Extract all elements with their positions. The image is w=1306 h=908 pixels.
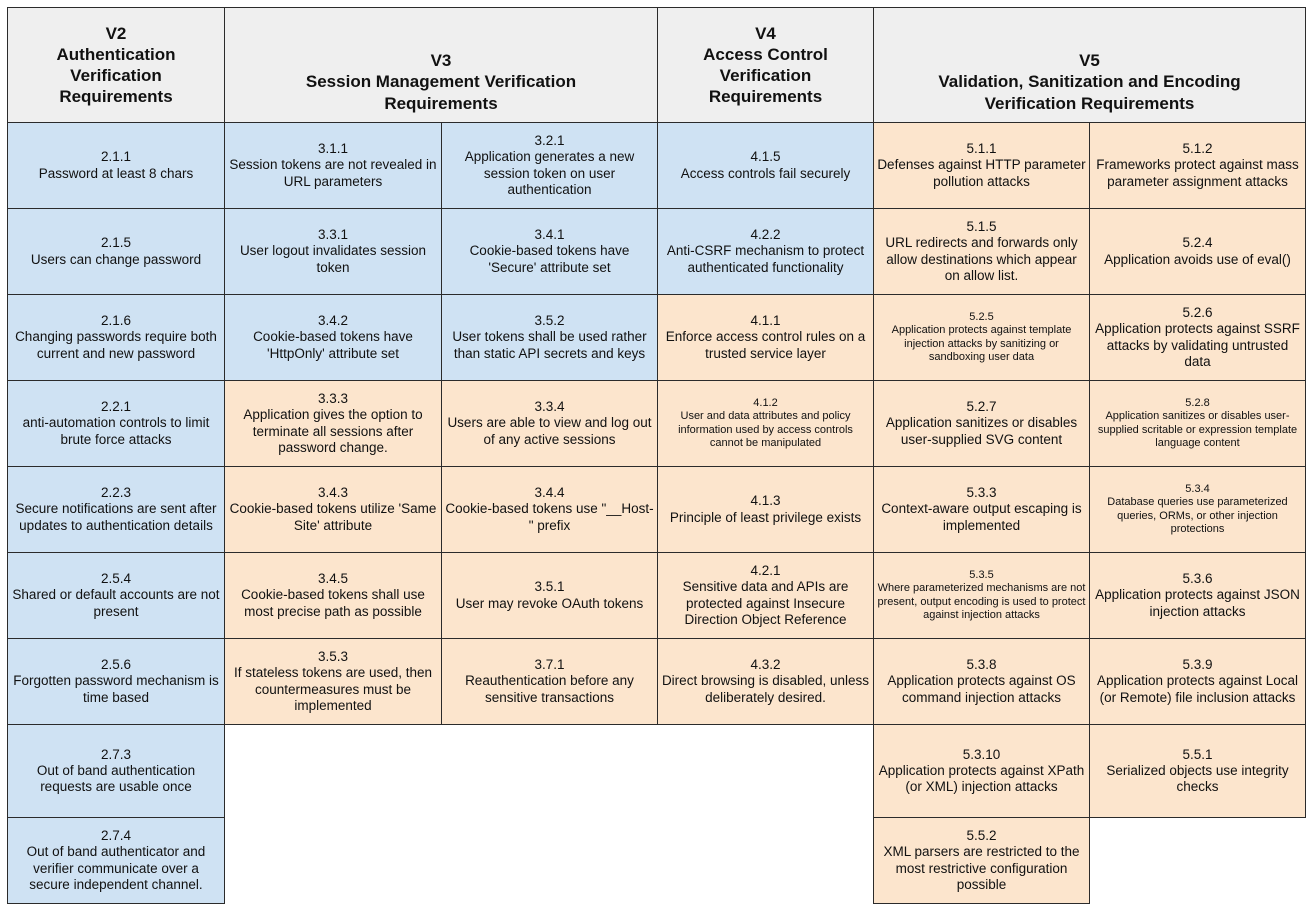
requirement-2-1-6 — [7, 294, 225, 381]
requirement-id: 4.1.1 — [750, 313, 781, 329]
requirement-id: 2.2.3 — [100, 485, 132, 501]
requirement-text: URL redirects and forwards only allow destinations which appear on allow list. — [885, 235, 1078, 283]
requirement-id: 2.1.6 — [100, 313, 132, 329]
requirement-text: Application protects against OS command injection attacks — [887, 673, 1076, 705]
requirement-text: Application protects against JSON injection attacks — [1095, 587, 1300, 619]
requirement-text: Forgotten password mechanism is time based — [13, 673, 219, 705]
requirement-text: Application protects against template injection attacks by sanitizing or sandboxing user data — [891, 324, 1072, 363]
requirement-id: 5.2.5 — [969, 311, 994, 324]
requirement-text: Cookie-based tokens have 'Secure' attribute set — [469, 243, 630, 275]
requirement-4-1-2 — [657, 380, 874, 467]
requirement-text: Application avoids use of eval() — [1104, 251, 1291, 267]
requirement-id: 5.3.5 — [969, 569, 994, 582]
requirement-text: XML parsers are restricted to the most restrictive configuration possible — [883, 844, 1080, 892]
requirement-text: Out of band authentication requests are usable once — [36, 762, 196, 795]
requirement-5-3-5 — [873, 552, 1090, 639]
requirement-3-5-3 — [224, 638, 442, 725]
requirement-4-1-3 — [657, 466, 874, 553]
requirement-id: 4.2.1 — [750, 563, 781, 579]
header-v4 — [657, 7, 874, 123]
requirement-text: User and data attributes and policy information used by access controls cannot be manipulated — [678, 410, 853, 449]
requirement-id: 3.5.3 — [317, 649, 349, 665]
requirement-text: Password at least 8 chars — [38, 165, 194, 181]
requirement-text: Users are able to view and log out of any active sessions — [447, 415, 652, 447]
requirement-2-7-3 — [7, 724, 225, 818]
requirement-3-4-1 — [441, 208, 658, 295]
requirement-4-2-2 — [657, 208, 874, 295]
requirement-2-2-1 — [7, 380, 225, 467]
header-v5 — [873, 7, 1306, 123]
requirement-id: 2.7.3 — [100, 746, 132, 762]
requirement-id: 5.3.4 — [1185, 483, 1210, 496]
requirement-text: Database queries use parameterized queries, ORMs, or other injection protections — [1107, 496, 1288, 535]
requirement-2-7-4 — [7, 817, 225, 904]
header-v4-code: V4 — [755, 23, 776, 43]
requirement-5-2-6 — [1089, 294, 1306, 381]
requirement-text: Direct browsing is disabled, unless deliberately desired. — [661, 673, 870, 705]
requirement-text: If stateless tokens are used, then countermeasures must be implemented — [233, 665, 433, 713]
requirement-id: 2.2.1 — [100, 399, 132, 415]
requirement-id: 4.1.5 — [750, 149, 781, 165]
header-v3 — [224, 7, 658, 123]
requirement-id: 3.5.1 — [534, 579, 565, 595]
requirement-id: 4.1.3 — [750, 493, 781, 509]
requirement-id: 3.4.3 — [317, 485, 349, 501]
requirement-id: 5.5.1 — [1182, 746, 1213, 762]
requirement-text: Application sanitizes or disables user-supplied SVG content — [885, 415, 1078, 447]
header-v2-title: Authentication Verification Requirements — [56, 44, 176, 107]
requirement-2-1-5 — [7, 208, 225, 295]
requirement-id: 5.2.4 — [1182, 235, 1213, 251]
requirement-text: Sensitive data and APIs are protected against Insecure Direction Object Reference — [682, 579, 849, 627]
requirement-text: Frameworks protect against mass parameter assignment attacks — [1096, 157, 1299, 189]
requirement-id: 5.3.6 — [1182, 571, 1213, 587]
header-v5-title: Validation, Sanitization and Encoding Verification Requirements — [938, 72, 1241, 113]
requirement-5-3-6 — [1089, 552, 1306, 639]
requirement-2-2-3 — [7, 466, 225, 553]
requirement-id: 4.2.2 — [750, 227, 781, 243]
requirement-5-3-4 — [1089, 466, 1306, 553]
requirement-3-1-1 — [224, 122, 442, 209]
requirement-id: 5.3.10 — [962, 746, 1001, 762]
requirement-4-3-2 — [657, 638, 874, 725]
requirement-2-1-1 — [7, 122, 225, 209]
requirement-3-3-1 — [224, 208, 442, 295]
requirement-id: 5.1.5 — [966, 219, 997, 235]
requirement-text: Session tokens are not revealed in URL parameters — [229, 157, 437, 189]
requirement-4-2-1 — [657, 552, 874, 639]
requirement-text: anti-automation controls to limit brute force attacks — [22, 415, 210, 447]
requirement-text: Application gives the option to terminate all sessions after password change. — [243, 407, 423, 455]
header-v3-title: Session Management Verification Requirements — [305, 72, 577, 113]
requirement-3-4-2 — [224, 294, 442, 381]
header-v4-title: Access Control Verification Requirements — [703, 44, 828, 107]
requirement-text: Access controls fail securely — [680, 165, 851, 181]
requirement-5-2-5 — [873, 294, 1090, 381]
requirement-id: 2.1.1 — [100, 149, 132, 165]
requirement-text: Cookie-based tokens shall use most precise path as possible — [241, 587, 425, 619]
requirement-text: Cookie-based tokens utilize 'Same Site' attribute — [229, 501, 437, 533]
requirement-id: 4.1.2 — [753, 397, 778, 410]
header-v2-code: V2 — [105, 23, 127, 43]
requirement-id: 5.5.2 — [966, 828, 997, 844]
requirement-4-1-5 — [657, 122, 874, 209]
requirement-3-4-3 — [224, 466, 442, 553]
requirement-3-3-4 — [441, 380, 658, 467]
requirement-5-1-5 — [873, 208, 1090, 295]
header-v5-code: V5 — [1079, 51, 1100, 71]
requirement-5-2-7 — [873, 380, 1090, 467]
requirement-4-1-1 — [657, 294, 874, 381]
requirement-id: 5.2.6 — [1182, 305, 1213, 321]
requirement-text: Users can change password — [30, 251, 202, 267]
requirement-id: 3.1.1 — [317, 141, 349, 157]
requirement-text: Cookie-based tokens use "__Host-" prefix — [445, 501, 654, 533]
requirement-id: 5.3.3 — [966, 485, 997, 501]
requirement-text: Application protects against SSRF attacks by validating untrusted data — [1095, 321, 1300, 369]
requirement-id: 2.5.6 — [100, 657, 132, 673]
requirement-text: Anti-CSRF mechanism to protect authenticated functionality — [666, 243, 865, 275]
requirement-id: 2.1.5 — [100, 235, 132, 251]
requirement-3-4-5 — [224, 552, 442, 639]
requirement-3-2-1 — [441, 122, 658, 209]
requirement-5-5-1 — [1089, 724, 1306, 818]
requirement-5-3-8 — [873, 638, 1090, 725]
requirement-id: 3.2.1 — [534, 133, 565, 149]
requirement-id: 5.3.8 — [966, 657, 997, 673]
requirement-3-3-3 — [224, 380, 442, 467]
requirement-5-3-3 — [873, 466, 1090, 553]
requirement-text: Changing passwords require both current and new password — [15, 329, 217, 361]
requirement-id: 2.7.4 — [100, 828, 132, 844]
requirement-id: 3.7.1 — [534, 657, 565, 673]
requirement-id: 3.4.2 — [317, 313, 349, 329]
requirement-text: Serialized objects use integrity checks — [1106, 762, 1289, 795]
requirement-5-1-1 — [873, 122, 1090, 209]
requirement-id: 5.2.8 — [1185, 397, 1210, 410]
requirement-text: User logout invalidates session token — [239, 243, 427, 275]
requirement-3-7-1 — [441, 638, 658, 725]
requirement-id: 3.3.4 — [534, 399, 565, 415]
requirement-3-5-1 — [441, 552, 658, 639]
requirement-text: User tokens shall be used rather than static API secrets and keys — [452, 329, 647, 361]
requirement-id: 2.5.4 — [100, 571, 132, 587]
requirement-text: Principle of least privilege exists — [669, 509, 862, 525]
requirement-id: 3.3.1 — [317, 227, 349, 243]
requirement-2-5-6 — [7, 638, 225, 725]
requirement-text: Out of band authenticator and verifier communicate over a secure independent channel. — [26, 844, 206, 892]
header-v2 — [7, 7, 225, 123]
requirement-5-2-4 — [1089, 208, 1306, 295]
requirement-text: Shared or default accounts are not present — [12, 587, 220, 619]
requirement-text: Reauthentication before any sensitive transactions — [465, 673, 634, 705]
requirement-5-1-2 — [1089, 122, 1306, 209]
requirement-text: Enforce access control rules on a trusted service layer — [665, 329, 866, 361]
requirement-text: Cookie-based tokens have 'HttpOnly' attribute set — [253, 329, 413, 361]
requirement-3-4-4 — [441, 466, 658, 553]
requirement-3-5-2 — [441, 294, 658, 381]
requirement-text: Application sanitizes or disables user-supplied scritable or expression template language content — [1097, 410, 1298, 449]
requirement-2-5-4 — [7, 552, 225, 639]
requirement-text: Context-aware output escaping is implemented — [881, 501, 1082, 533]
requirement-text: Application protects against Local (or Remote) file inclusion attacks — [1096, 673, 1299, 705]
header-v3-code: V3 — [430, 51, 452, 71]
requirement-id: 3.5.2 — [534, 313, 565, 329]
requirement-id: 3.4.4 — [534, 485, 565, 501]
requirement-id: 5.1.2 — [1182, 141, 1213, 157]
requirement-id: 5.3.9 — [1182, 657, 1213, 673]
requirement-id: 3.4.5 — [317, 571, 349, 587]
requirement-5-3-10 — [873, 724, 1090, 818]
requirement-id: 5.2.7 — [966, 399, 997, 415]
requirement-text: Secure notifications are sent after updates to authentication details — [15, 501, 217, 533]
requirement-text: Application generates a new session token on user authentication — [464, 149, 635, 197]
requirement-5-3-9 — [1089, 638, 1306, 725]
requirement-text: Defenses against HTTP parameter pollution attacks — [877, 157, 1086, 189]
requirement-5-2-8 — [1089, 380, 1306, 467]
requirement-id: 5.1.1 — [966, 141, 997, 157]
requirement-5-5-2 — [873, 817, 1090, 904]
requirement-id: 3.3.3 — [317, 391, 349, 407]
requirement-id: 3.4.1 — [534, 227, 565, 243]
requirement-id: 4.3.2 — [750, 657, 781, 673]
requirement-text: Where parameterized mechanisms are not present, output encoding is used to protect against injection attacks — [877, 582, 1086, 621]
requirement-text: User may revoke OAuth tokens — [455, 595, 644, 611]
requirement-text: Application protects against XPath (or XML) injection attacks — [878, 762, 1085, 795]
